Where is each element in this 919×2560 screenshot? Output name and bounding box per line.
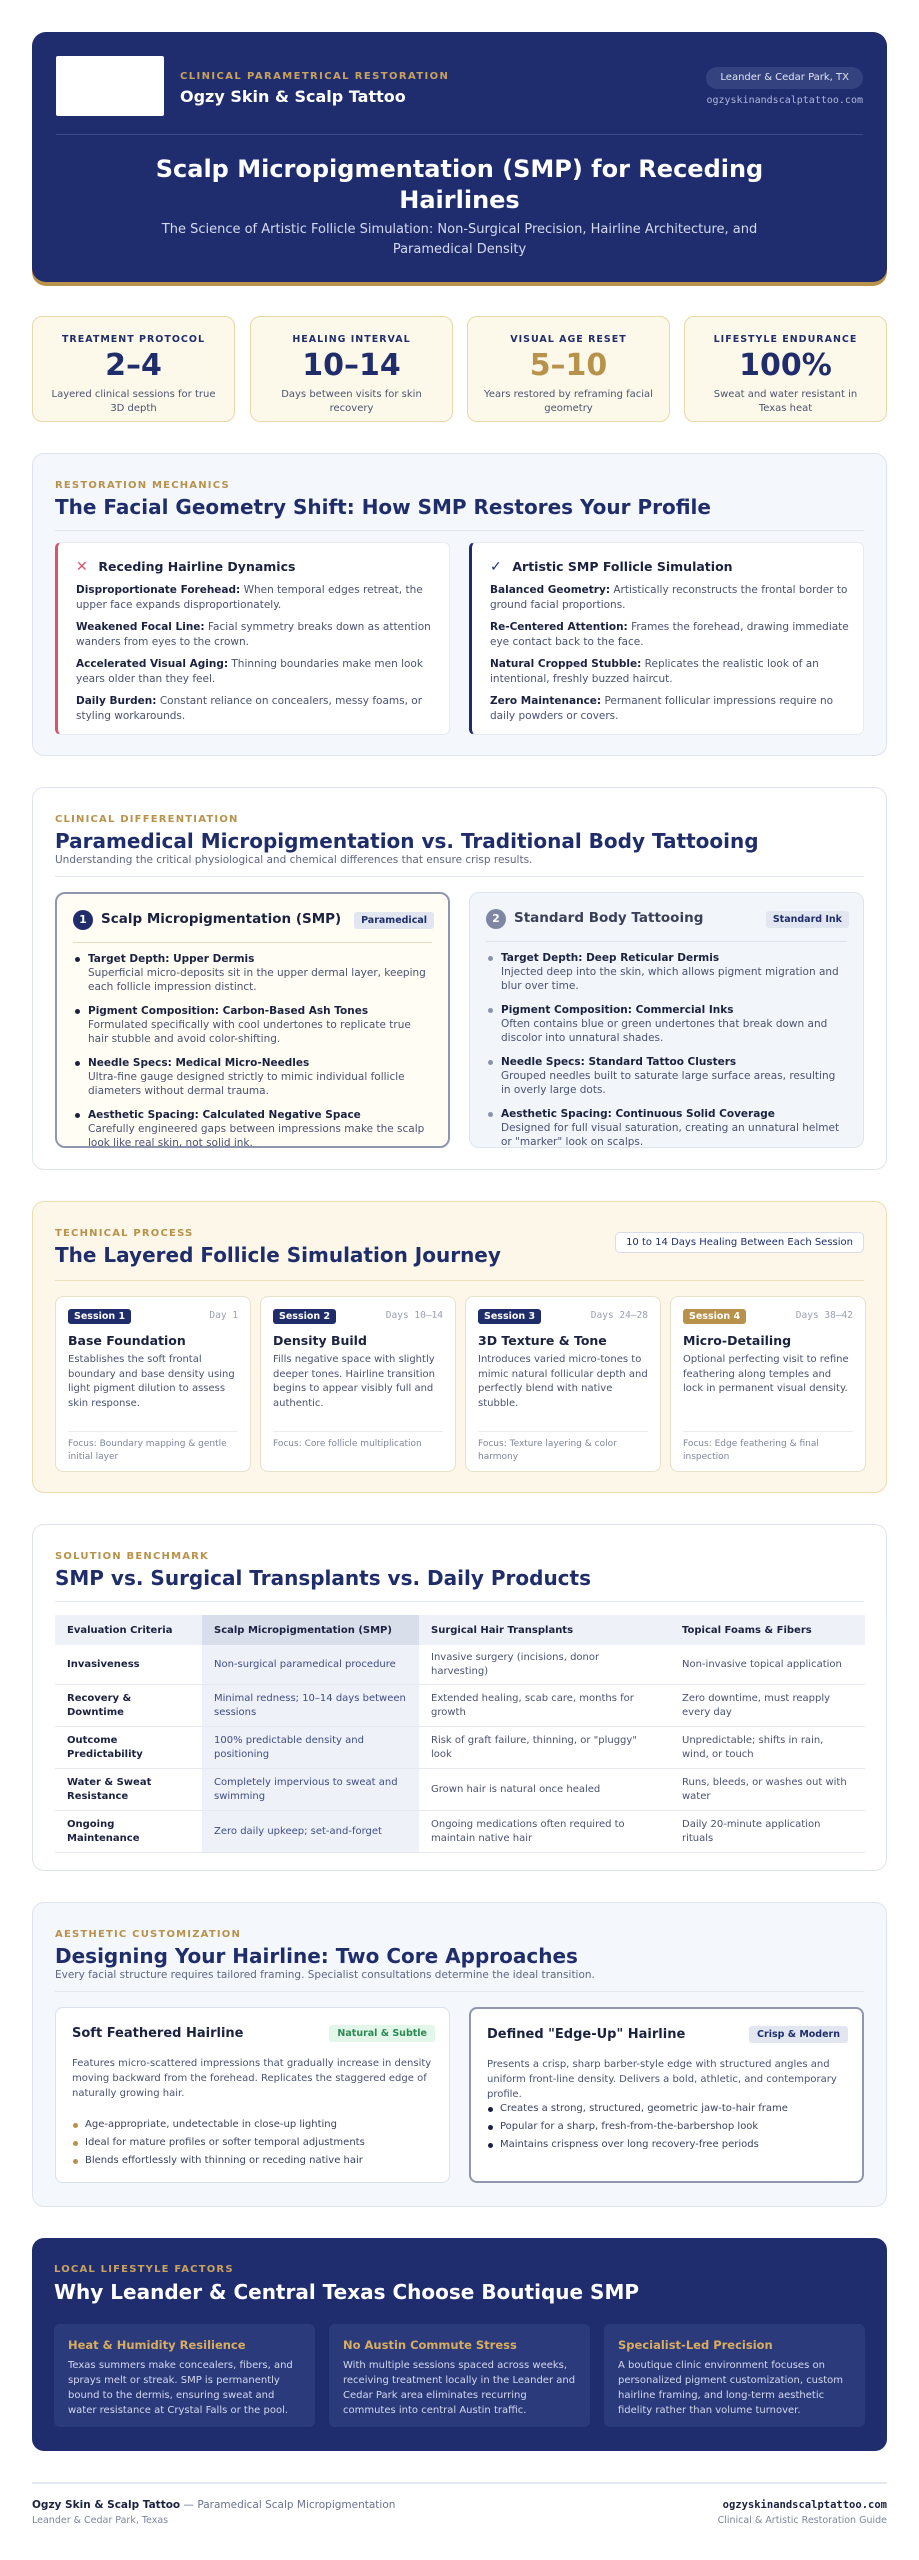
table-row: Recovery & Downtime Minimal redness; 10–14 days between sessions Extended healing, scab care, months for growth Zero downtime, must reapply every day xyxy=(55,1685,865,1727)
section-divider xyxy=(55,1601,864,1602)
table-row: Ongoing Maintenance Zero daily upkeep; set-and-forget Ongoing medications often required to maintain native hair Daily 20-minute application rituals xyxy=(55,1811,865,1853)
footer-location: Leander & Cedar Park, Texas xyxy=(32,2515,169,2526)
checkmark-icon: ✓ xyxy=(490,559,502,575)
hairline-section xyxy=(32,1902,887,2207)
brand-name: Ogzy Skin & Scalp Tattoo xyxy=(180,87,406,106)
tattoo-compare-card xyxy=(469,892,864,1148)
session-title: Micro-Detailing xyxy=(683,1333,792,1348)
edge-up-hairline-card xyxy=(469,2007,864,2183)
smp-simulation-card xyxy=(469,542,864,735)
differentiation-section xyxy=(32,787,887,1170)
list-item: Disproportionate Forehead: When temporal edges retreat, the upper face expands disproportionately. xyxy=(76,584,423,611)
stat-label: LIFESTYLE ENDURANCE xyxy=(713,334,858,345)
lifestyle-card-commute xyxy=(329,2324,590,2427)
session-card-1 xyxy=(55,1296,251,1472)
column-header: Evaluation Criteria xyxy=(55,1615,202,1645)
table-row: Outcome Predictability 100% predictable density and positioning Risk of graft failure, thinning, or "pluggy" look Unpredictable; shifts in rain, wind, or touch xyxy=(55,1727,865,1769)
section-kicker: TECHNICAL PROCESS xyxy=(55,1228,194,1239)
list-item: Ideal for mature profiles or softer temporal adjustments xyxy=(72,2134,433,2152)
lifestyle-card-precision xyxy=(604,2324,865,2427)
footer-divider xyxy=(32,2482,887,2484)
session-desc: Optional perfecting visit to refine feathering along temples and lock in permanent visual density. xyxy=(683,1354,849,1394)
healing-interval-pill: 10 to 14 Days Healing Between Each Session xyxy=(615,1232,864,1253)
session-focus: Focus: Core follicle multiplication xyxy=(273,1431,443,1451)
list-item: Blends effortlessly with thinning or receding native hair xyxy=(72,2152,433,2170)
number-badge: 1 xyxy=(73,910,93,930)
section-title: The Layered Follicle Simulation Journey xyxy=(55,1243,501,1267)
lifestyle-card-heat xyxy=(54,2324,315,2427)
stat-label: HEALING INTERVAL xyxy=(292,334,411,345)
column-header: Surgical Hair Transplants xyxy=(419,1615,670,1645)
footer-website-link[interactable]: ogzyskinandscalptattoo.com xyxy=(722,2499,887,2511)
table-row: Water & Sweat Resistance Completely impervious to sweat and swimming Grown hair is natural once healed Runs, bleeds, or washes out with water xyxy=(55,1769,865,1811)
list-item: Zero Maintenance: Permanent follicular impressions require no daily powders or covers. xyxy=(490,695,834,722)
section-kicker: RESTORATION MECHANICS xyxy=(55,480,230,491)
natural-subtle-tag: Natural & Subtle xyxy=(329,2025,435,2042)
brand-kicker: CLINICAL PARAMETRICAL RESTORATION xyxy=(180,71,450,82)
session-badge: Session 4 xyxy=(683,1309,746,1324)
stat-value: 5–10 xyxy=(529,348,608,383)
card-desc: A boutique clinic environment focuses on personalized pigment customization, custom hairline framing, and long-term aesthetic fidelity rather than volume turnover. xyxy=(618,2360,844,2416)
column-header: Scalp Micropigmentation (SMP) xyxy=(202,1615,419,1645)
list-item: Aesthetic Spacing: Continuous Solid Coverage Designed for full visual saturation, creating an unnatural helmet or "marker" look on scalps. xyxy=(486,1107,847,1149)
soft-hairline-card xyxy=(55,2007,450,2183)
stat-desc: Layered clinical sessions for true 3D depth xyxy=(51,389,216,414)
page-subtitle: The Science of Artistic Follicle Simulation: Non-Surgical Precision, Hairline Architecture, and Paramedical Density xyxy=(161,222,758,257)
session-day: Days 38–42 xyxy=(795,1310,853,1321)
session-desc: Fills negative space with slightly deeper tones. Hairline transition begins to appear visibly full and authentic. xyxy=(273,1354,435,1409)
stat-card-age-reset xyxy=(467,316,670,422)
section-kicker: AESTHETIC CUSTOMIZATION xyxy=(55,1929,242,1940)
list-item: Target Depth: Deep Reticular Dermis Injected deep into the skin, which allows pigment migration and blur over time. xyxy=(486,951,847,993)
session-title: 3D Texture & Tone xyxy=(478,1333,607,1348)
list-item: Aesthetic Spacing: Calculated Negative Space Carefully engineered gaps between impressions make the scalp look like real skin, not solid ink. xyxy=(73,1108,432,1150)
geometry-section xyxy=(32,453,887,756)
table-row: Invasiveness Non-surgical paramedical procedure Invasive surgery (incisions, donor harvesting) Non-invasive topical application xyxy=(55,1645,865,1685)
card-desc: With multiple sessions spaced across weeks, receiving treatment locally in the Leander and Cedar Park area eliminates recurring commutes into central Austin traffic. xyxy=(343,2360,576,2416)
session-desc: Introduces varied micro-tones to mimic natural follicular depth and perfectly blend with native stubble. xyxy=(478,1354,648,1409)
list-item: Pigment Composition: Commercial Inks Often contains blue or green undertones that break down and discolor into unnatural shades. xyxy=(486,1003,847,1045)
session-desc: Establishes the soft frontal boundary and base density using light pigment dilution to assess skin response. xyxy=(68,1354,235,1409)
stat-label: VISUAL AGE RESET xyxy=(510,334,627,345)
section-divider xyxy=(55,530,864,531)
close-x-icon: ✕ xyxy=(76,559,88,575)
location-pill: Leander & Cedar Park, TX xyxy=(706,67,863,89)
list-item: Needle Specs: Medical Micro-Needles Ultra-fine gauge designed strictly to mimic individual follicle diameters without dermal trauma. xyxy=(73,1056,432,1098)
footer-brand: Ogzy Skin & Scalp Tattoo — Paramedical Scalp Micropigmentation xyxy=(32,2499,396,2511)
standard-ink-badge: Standard Ink xyxy=(766,911,849,928)
table-header-row xyxy=(55,1615,865,1645)
stat-desc: Years restored by reframing facial geometry xyxy=(484,389,653,414)
section-subtitle: Every facial structure requires tailored framing. Specialist consultations determine the ideal transition. xyxy=(55,1969,595,1981)
list-item: Creates a strong, structured, geometric jaw-to-hair frame xyxy=(487,2100,846,2118)
stat-desc: Days between visits for skin recovery xyxy=(281,389,422,414)
list-item: Target Depth: Upper Dermis Superficial micro-deposits sit in the upper dermal layer, keeping each follicle impression distinct. xyxy=(73,952,432,994)
stat-value: 10–14 xyxy=(302,348,401,383)
session-day: Day 1 xyxy=(209,1310,238,1321)
section-kicker: LOCAL LIFESTYLE FACTORS xyxy=(54,2264,234,2275)
session-card-4 xyxy=(670,1296,866,1472)
card-desc: Presents a crisp, sharp barber-style edge with structured angles and uniform front-line density. Delivers a bold, athletic, and contemporary profile. xyxy=(487,2059,837,2100)
session-focus: Focus: Boundary mapping & gentle initial layer xyxy=(68,1431,238,1463)
hero-divider xyxy=(56,134,863,135)
crisp-modern-tag: Crisp & Modern xyxy=(749,2026,848,2043)
stat-label: TREATMENT PROTOCOL xyxy=(61,334,206,345)
session-title: Density Build xyxy=(273,1333,367,1348)
list-item: Weakened Focal Line: Facial symmetry breaks down as attention wanders from eyes to the crown. xyxy=(76,621,431,648)
stat-card-healing xyxy=(250,316,453,422)
section-divider xyxy=(55,1991,864,1992)
list-item: Pigment Composition: Carbon-Based Ash Tones Formulated specifically with cool undertones to replicate true hair stubble and avoid color-shifting. xyxy=(73,1004,432,1046)
card-title: Heat & Humidity Resilience xyxy=(68,2338,246,2352)
session-card-2 xyxy=(260,1296,456,1472)
session-badge: Session 2 xyxy=(273,1309,336,1324)
stat-card-treatment xyxy=(32,316,235,422)
session-day: Days 24–28 xyxy=(590,1310,648,1321)
stat-desc: Sweat and water resistant in Texas heat xyxy=(713,389,858,414)
section-divider xyxy=(55,1280,864,1281)
list-item: Balanced Geometry: Artistically reconstructs the frontal border to ground facial proportions. xyxy=(490,584,848,611)
website-link[interactable]: ogzyskinandscalptattoo.com xyxy=(706,95,863,106)
list-item: Popular for a sharp, fresh-from-the-barbershop look xyxy=(487,2118,846,2136)
benchmark-section xyxy=(32,1524,887,1871)
stat-value: 2–4 xyxy=(105,348,162,383)
session-badge: Session 3 xyxy=(478,1309,541,1324)
receding-dynamics-card xyxy=(55,542,450,735)
card-title: Specialist-Led Precision xyxy=(618,2338,773,2352)
stat-card-endurance xyxy=(684,316,887,422)
session-focus: Focus: Edge feathering & final inspection xyxy=(683,1431,853,1463)
footer-guide-label: Clinical & Artistic Restoration Guide xyxy=(717,2515,887,2526)
section-title: Paramedical Micropigmentation vs. Traditional Body Tattooing xyxy=(55,829,759,853)
section-title: The Facial Geometry Shift: How SMP Restores Your Profile xyxy=(55,495,711,519)
smp-compare-card xyxy=(55,892,450,1148)
card-title: Standard Body Tattooing xyxy=(514,910,704,926)
column-header: Topical Foams & Fibers xyxy=(670,1615,865,1645)
card-desc: Features micro-scattered impressions that gradually increase in density moving backward from the forehead. Replicates the staggered edge of naturally growing hair. xyxy=(72,2058,432,2099)
list-item: Needle Specs: Standard Tattoo Clusters Grouped needles built to saturate large surface areas, resulting in overly large dots. xyxy=(486,1055,847,1097)
list-item: Re-Centered Attention: Frames the forehead, drawing immediate eye contact back to the face. xyxy=(490,621,849,648)
section-subtitle: Understanding the critical physiological and chemical differences that ensure crisp results. xyxy=(55,854,533,866)
journey-section xyxy=(32,1201,887,1493)
page-title: Scalp Micropigmentation (SMP) for Receding Hairlines xyxy=(155,155,764,214)
section-title: Designing Your Hairline: Two Core Approaches xyxy=(55,1944,578,1968)
list-item: Age-appropriate, undetectable in close-up lighting xyxy=(72,2116,433,2134)
list-item: Maintains crispness over long recovery-free periods xyxy=(487,2136,846,2154)
section-kicker: SOLUTION BENCHMARK xyxy=(55,1551,210,1562)
card-title: Receding Hairline Dynamics xyxy=(98,559,296,574)
session-title: Base Foundation xyxy=(68,1333,186,1348)
session-focus: Focus: Texture layering & color harmony xyxy=(478,1431,648,1463)
lifestyle-section xyxy=(32,2238,887,2451)
logo-placeholder xyxy=(56,56,164,116)
hero-banner xyxy=(32,32,887,282)
section-divider xyxy=(55,876,864,877)
comparison-table xyxy=(55,1615,865,1853)
session-card-3 xyxy=(465,1296,661,1472)
card-title: No Austin Commute Stress xyxy=(343,2338,517,2352)
section-title: Why Leander & Central Texas Choose Boutique SMP xyxy=(54,2280,639,2304)
session-badge: Session 1 xyxy=(68,1309,131,1324)
card-desc: Texas summers make concealers, fibers, and sprays melt or streak. SMP is permanently bound to the dermis, ensuring sweat and water resistance at Crystal Falls or the pool. xyxy=(68,2360,293,2416)
paramedical-badge: Paramedical xyxy=(354,912,434,929)
section-kicker: CLINICAL DIFFERENTIATION xyxy=(55,814,239,825)
number-badge: 2 xyxy=(486,909,506,929)
card-title: Defined "Edge-Up" Hairline xyxy=(487,2027,686,2042)
session-day: Days 10–14 xyxy=(385,1310,443,1321)
list-item: Natural Cropped Stubble: Replicates the realistic look of an intentional, freshly buzzed haircut. xyxy=(490,658,819,685)
list-item: Daily Burden: Constant reliance on concealers, messy foams, or styling workarounds. xyxy=(76,695,423,722)
card-title: Artistic SMP Follicle Simulation xyxy=(512,559,733,574)
list-item: Accelerated Visual Aging: Thinning boundaries make men look years older than they feel. xyxy=(76,658,423,685)
section-title: SMP vs. Surgical Transplants vs. Daily Products xyxy=(55,1566,592,1590)
card-title: Soft Feathered Hairline xyxy=(72,2026,244,2041)
card-title: Scalp Micropigmentation (SMP) xyxy=(101,911,342,927)
stat-value: 100% xyxy=(739,348,832,383)
